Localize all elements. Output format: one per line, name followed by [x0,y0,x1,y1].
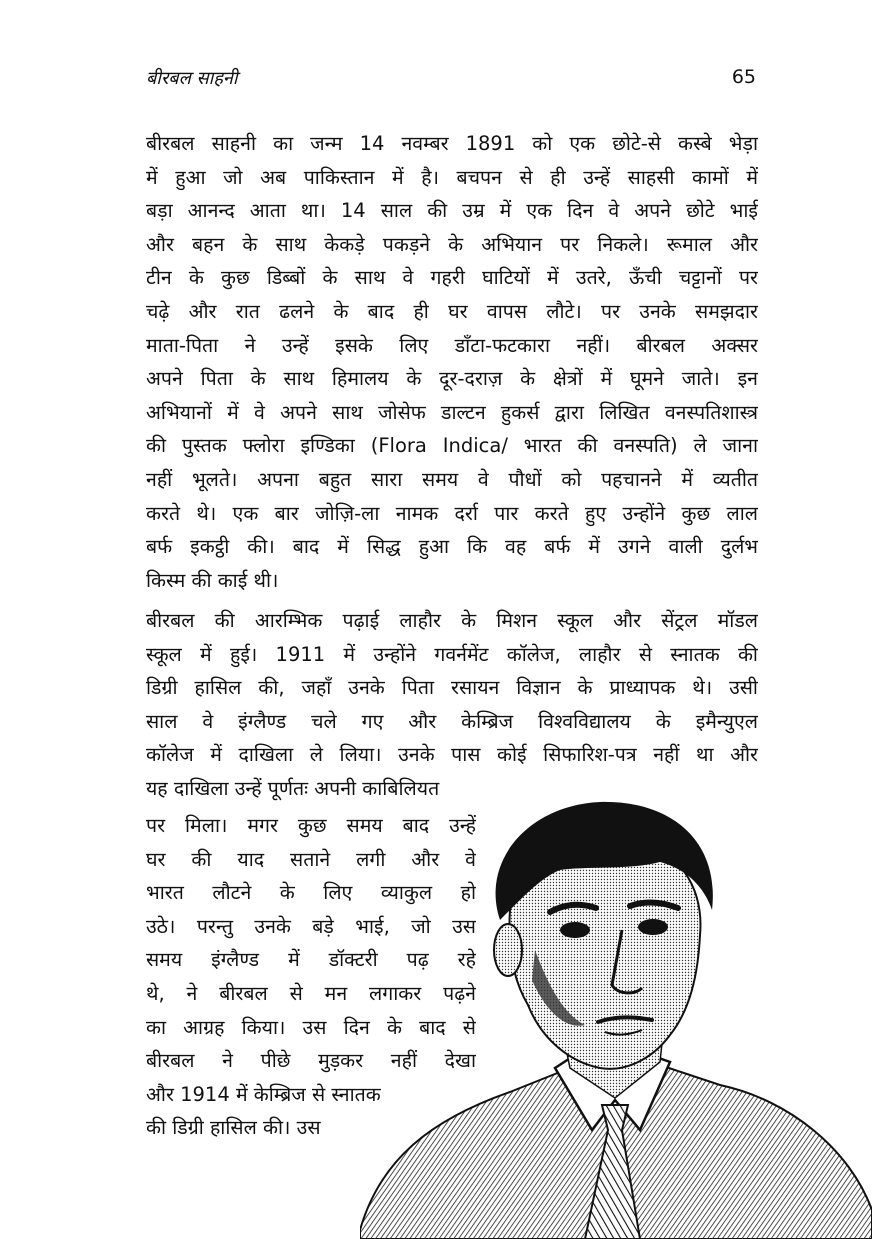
text-line: और बहन के साथ केकड़े पकड़ने के अभियान पर निकले। रूमाल और [146,232,758,256]
page-header [146,66,758,98]
text-line: उठे। परन्तु उनके बड़े भाई, जो उस [146,914,476,938]
text-line: बड़ा आनन्द आता था। 14 साल की उम्र में एक दिन वे अपने छोटे भाई [146,199,758,223]
text-line: डिग्री हासिल की, जहाँ उनके पिता रसायन विज्ञान के प्राध्यापक थे। उसी [146,676,758,700]
text-line: कॉलेज में दाखिला ले लिया। उनके पास कोई सिफारिश-पत्र नहीं था और [146,743,758,767]
text-line: समय इंग्लैण्ड में डॉक्टरी पढ़ रहे [146,948,476,972]
page-number: 65 [731,66,756,88]
text-line: टीन के कुछ डिब्बों के साथ वे गहरी घाटियों में उतरे, ऊँची चट्टानों पर [146,266,758,290]
text-line: पर मिला। मगर कुछ समय बाद उन्हें [146,814,476,837]
text-line: साल वे इंग्लैण्ड चले गए और केम्ब्रिज विश्वविद्यालय के इमैन्युएल [146,709,758,733]
text-line: और 1914 में केम्ब्रिज से स्नातक [146,1082,381,1106]
ear-shape [494,924,522,976]
paragraph-1 [146,127,758,597]
text-line: बर्फ इकट्ठी की। बाद में सिद्ध हुआ कि वह बर्फ में उगने वाली दुर्लभ [146,535,758,559]
portrait-illustration [360,800,872,1239]
text-line: में हुआ जो अब पाकिस्तान में है। बचपन से ही उन्हें साहसी कामों में [146,165,758,189]
text-line: बीरबल ने पीछे मुड़कर नहीं देखा [146,1049,476,1073]
text-line: करते थे। एक बार जोज़ि-ला नामक दर्रा पार करते हुए उन्होंने कुछ लाल [146,501,758,525]
text-line: अभियानों में वे अपने साथ जोसेफ डाल्टन हुकर्स द्वारा लिखित वनस्पतिशास्त्र [146,400,758,424]
text-line: भारत लौटने के लिए व्याकुल हो [146,881,476,905]
text-line: बीरबल की आरम्भिक पढ़ाई लाहौर के मिशन स्कूल और सेंट्रल मॉडल [146,609,758,632]
text-line: घर की याद सताने लगी और वे [146,847,476,871]
text-line: अपने पिता के साथ हिमालय के दूर-दराज़ के क्षेत्रों में घूमने जाते। इन [146,367,758,391]
text-line: किस्म की काई थी। [146,568,279,592]
running-title: बीरबल साहनी [146,68,238,89]
text-line: की पुस्तक फ्लोरा इण्डिका (Flora Indica/ भारत की वनस्पति) ले जाना [146,434,758,458]
text-line: बीरबल साहनी का जन्म 14 नवम्बर 1891 को एक छोटे-से कस्बे भेड़ा [146,132,758,155]
text-line: की डिग्री हासिल की। उस [146,1116,321,1140]
paragraph-2 [146,604,758,806]
text-line: स्कूल में हुई। 1911 में उन्होंने गवर्नमेंट कॉलेज, लाहौर से स्नातक की [146,642,758,666]
text-line: चढ़े और रात ढलने के बाद ही घर वापस लौटे। पर उनके समझदार [146,299,758,323]
text-line: नहीं भूलते। अपना बहुत सारा समय वे पौधों को पहचानने में व्यतीत [146,467,758,491]
text-line: यह दाखिला उन्हें पूर्णतः अपनी काबिलियत [146,776,440,800]
text-line: थे, ने बीरबल से मन लगाकर पढ़ने [146,981,476,1005]
text-line: माता-पिता ने उन्हें इसके लिए डाँटा-फटकारा नहीं। बीरबल अक्सर [146,333,758,357]
text-line: का आग्रह किया। उस दिन के बाद से [146,1015,476,1039]
